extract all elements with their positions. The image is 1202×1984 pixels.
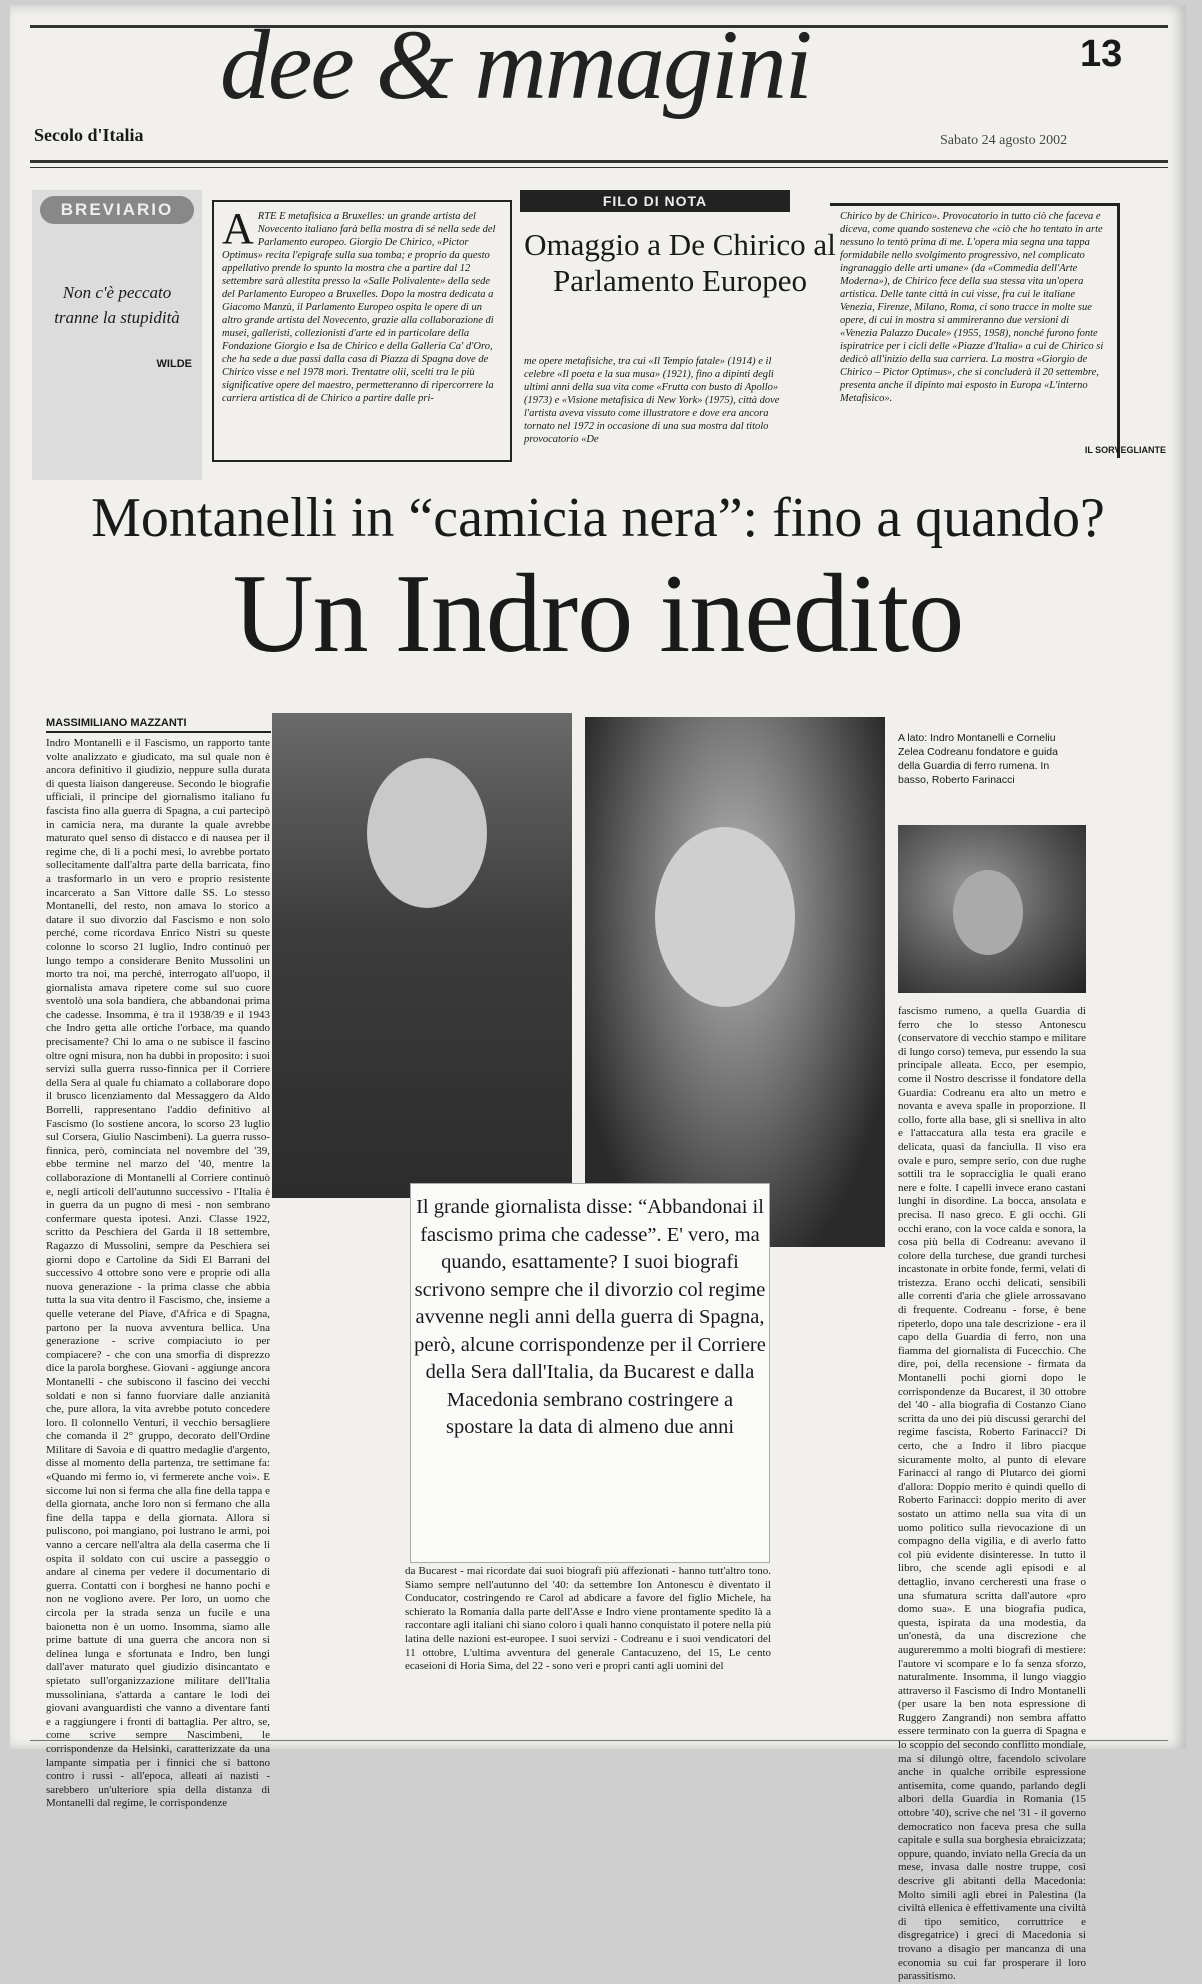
filo-di-nota-label: FILO DI NOTA	[520, 190, 790, 212]
breviario-quote: Non c'è peccato tranne la stupidità	[54, 283, 180, 327]
breviario-title: BREVIARIO	[40, 196, 194, 224]
filo-di-nota-col2: Chirico by de Chirico». Provocatorio in tutto ciò che faceva e diceva, come quando sosteneva che «ciò che ho tentato in arte nessuno lo tentò prima di me. L'opera mia segna una tappa formidabile nello svolgimento progressivo, nel complicato ingranaggio delle arti umane» (da «Commedia dell'Arte Moderna»), de Chirico fece della sua stessa vita un'opera artistica. Delle tante città in cui visse, fra cui le italiane Venezia, Firenze, Milano, Roma, ci sono tracce in molte sue opere, di cui in mostra si ammireranno due versioni di «Venezia Palazzo Ducale» (1955, 1958), nonché furono fonte ispiratrice per i cicli delle «Piazze d'Italia» a cui de Chirico si dedicò all'inizio della sua carriera. La mostra «Giorgio de Chirico – Pictor Optimus», che si concluderà il 20 settembre, presenta anche il dipinto mai esposto in Europa «L'interno Metafisico».	[830, 203, 1120, 458]
filo-di-nota-title: Omaggio a De Chirico al Parlamento Europeo	[524, 227, 836, 298]
pull-quote-text: Il grande giornalista disse: “Abbandonai il fascismo prima che cadesse”. E' vero, ma quando, esattamente? I suoi biografi scrivono sempre che il divorzio col regime avvenne negli anni della guerra di Spagna, però, alcune corrispondenze per il Corriere della Sera dall'Italia, da Bucarest e dalla Macedonia sembrano costringere a spostare la data di almeno due anni	[414, 1196, 766, 1438]
page-number: 13	[1080, 33, 1123, 75]
section-title: dee & mmagini	[220, 9, 811, 120]
masthead-rule-thin	[30, 167, 1168, 168]
photo-caption: A lato: Indro Montanelli e Corneliu Zelea Codreanu fondatore e guida della Guardia di ferro rumena. In basso, Roberto Farinacci	[898, 732, 1058, 786]
article-kicker: Montanelli in “camicia nera”: fino a quando?	[91, 487, 1105, 549]
article-headline: Un Indro inedito	[232, 552, 964, 676]
newspaper-page	[10, 5, 1186, 1983]
photo-face	[953, 870, 1023, 955]
art-news-text: RTE E metafisica a Bruxelles: un grande artista del Novecento italiano farà bella mostra di sé nella sede del Parlamento europeo. Giorgio De Chirico, «Pictor Optimus» recita l'epigrafe sulla sua tomba; e proprio da questo appellativo prende lo spunto la mostra che a partire dal 12 settembre sarà allestita presso la «Salle Polivalente» della sede del Parlamento Europeo a Bruxelles. Dopo la mostra dedicata a Giacomo Manzù, il Parlamento Europeo ospita le opere di un altro grande artista del Novecento, grazie alla collaborazione di musei, galleristi, collezionisti d'arte ed in particolare della Fondazione Giorgio e Isa de Chirico e della Galleria Ca' d'Oro, che ha sede a due passi dalla casa di Piazza di Spagna dove de Chirico visse e nel 1978 morì. Trentatre olii, scelti tra le più significative opere del maestro, permetteranno di ripercorrere la carriera artistica di de Chirico a partire dalle pri-	[222, 211, 496, 404]
bottom-rule	[30, 1740, 1168, 1741]
photo-codreanu	[585, 717, 885, 1247]
newspaper-name: Secolo d'Italia	[34, 125, 144, 145]
drop-cap: A	[222, 204, 254, 253]
article-byline: MASSIMILIANO MAZZANTI	[46, 717, 271, 733]
article-col-mid: da Bucarest - mai ricordate dai suoi biografi più affezionati - hanno tutt'altro tono. Siamo sempre nell'autunno del '40: da settembre Ion Antonescu è diventato il Conducator, costringendo re Carol ad abdicare a favore del figlio Michele, ha schierato la Romania dalla parte dell'Asse e Indro viene prontamente spedito là a raccontare agli italiani chi siano coloro i quali hanno conquistato il potere nella più latina delle nazioni est-europee. I suoi servizi - Codreanu e i suoi vendicatori del 11 ottobre, L'ultima avventura del generale Cantacuzeno, del 15, Le cento ecaseioni di Horia Sima, del 22 - sono veri e propri canti agli uomini del	[405, 1565, 771, 1673]
masthead-rule	[30, 160, 1168, 163]
photo-farinacci	[898, 825, 1086, 993]
article-col2: fascismo rumeno, a quella Guardia di ferro che lo stesso Antonescu (conservatore di vecchio stampo e militare di lungo corso) temeva, pur essendo la sua principale alleata. Ecco, per esempio, come il Nostro descrisse il fondatore della Guardia: Codreanu era alto un metro e novanta e aveva spalle in proporzione. Il collo, forte alla base, gli si snelliva in alto e l'attaccatura alla testa era gracile e delicata, quasi da fanciulla. Il viso era ovale e puro, sempre serio, con due rughe sottili tra le sopracciglia le quali erano nere e folte. I capelli invece erano castani lunghi in disordine. La bocca, ansolata e precisa. Il naso greco. E gli occhi. Gli occhi erano, con la voce calda e sonora, la cosa più bella di Codreanu: avevano il colore della turchese, due grandi turchesi incastonate in orbite fonde, fermi, velati di tristezza. Erano occhi delicati, sensibili alle correnti d'aria che gliele arrossavano di frequente. Codreanu - forse, è bene ripeterlo, dopo una tale descrizione - era il capo della Guardia di ferro, non una fiamma del giornalista di Fucecchio. Che dire, poi, della recensione - firmata da Montanelli pochi giorni dopo le corrispondenze da Bucarest, il 30 ottobre del '40 - alla biografia di Costanzo Ciano scritta da uno dei più discussi gerarchi del regime fascista, Roberto Farinacci? Di certo, che a Indro il libro piacque sicuramente molto, al punto di elevare Farinacci al rango di Plutarco dei giorni d'allora: Doppio merito è quindi quello di Roberto Farinacci: doppio merito di aver sostato un attimo nella sua vita di un uomo politico sulla rievocazione di un compagno della vigilia, e di averlo fatto col più evidente disinteresse. In tutto il libro, che scende agli episodi e al dettaglio, invano cercheresti una frase o una sfumatura scritta dall'autore «pro domo sua». E una biografia pudica, questa, ispirata da una modestia, da un'onestà, da una discrezione che augureremmo a molti biografi di mestiere: l'autore vi scompare e lo fa senza sforzo, naturalmente. Insomma, il lungo viaggio attraverso il Fascismo di Indro Montanelli (per usare la ben nota espressione di Ruggero Zangrandi) non sembra affatto essere terminato con la guerra di Spagna e lo scoppio del secondo conflitto mondiale, ma si dilungò oltre, facendolo scivolare anche in qualche orribile espressione antisemita, come quando, parlando degli albori della Guardia in Romania (15 ottobre '40), scrive che nel '31 - il governo democratico non faceva presa che sulla capitale e sulla sua borghesia ebraicizzata; oppure, quando, inviato nella Grecia da un mese, invasa dalle nostre truppe, così descrive gli abitanti della Macedonia: Molto simili agli ebrei in Palestina (la civiltà ellenica è effettivamente una civiltà di tipo semitico, corruttrice e disgregatrice) i greci di Macedonia si trovano a disagio per mancanza di una economia su cui far prosperare il loro parassitismo.	[898, 1005, 1086, 1983]
breviario-author: WILDE	[156, 358, 192, 370]
photo-montanelli	[272, 713, 572, 1198]
art-news-box	[212, 200, 512, 462]
photo-face	[367, 758, 487, 908]
filo-signature: IL SORVEGLIANTE	[1084, 445, 1166, 455]
pull-quote	[410, 1183, 770, 1563]
article-col1: Indro Montanelli e il Fascismo, un rapporto tante volte analizzato e giudicato, ma sul quale non è ancora definitivo il giudizio, neppure sulla durata di questa liaison dangereuse. Secondo le biografie ufficiali, il principe del giornalismo italiano fu fascista fino alla guerra di Spagna, a cui partecipò in camicia nera, ma durante la quale avrebbe maturato quel senso di distacco e di nausea per il regime che, di lì a pochi mesi, lo avrebbe portato sollecitamente dall'altra parte della barricata, fino a trasformarlo in un vero e proprio resistente incarcerato a San Vittore dalle SS. Lo stesso Montanelli, del resto, non amava lo storico a datare il suo divorzio dal Fascismo e non solo perché, come ricordava Enrico Nistri su queste colonne lo scorso 21 luglio, Indro continuò per lungo tempo a considerare Benito Mussolini un morto tra noi, ma perché, interrogato all'uopo, il giornalista amava ripetere come sul suo cuore sventolò una sola bandiera, che abbandonai prima che cadesse. Insomma, è tra il 1938/39 e il 1943 che Indro getta alle ortiche l'orbace, ma quando precisamente? Chi lo ama o ne subisce il fascino oltre ogni misura, non ha dubbi in proposito: i suoi servizi sulla guerra russo-finnica per il Corriere della Sera al quale fu chiamato a collaborare dopo il brusco licenziamento dal Messaggero da Aldo Borrelli, rappresentano l'addio definitivo al Fascismo (lo sostiene ancora, lo scorso 23 luglio sul Corsera, Giulio Nascimbeni). La guerra russo-finnica, però, cominciata nel novembre del '39, ebbe termine nel marzo del '40, mentre la collaborazione di Montanelli al Corriere continuò e, negli articoli dell'autunno successivo - l'Italia è in guerra da un pugno di mesi - non sembrano confermare questa ipotesi. Anzi. Classe 1922, scritto da Peschiera del Garda il 18 settembre, Ragazzo di Mussolini, sempre da Peschiera sei giorni dopo e Cartoline da Sidi El Barrani del successivo 4 ottobre sono vere e proprie odi alla nuova generazione - la prima classe che abbia tutta la sua vita dentro il Fascismo, che, insieme a quelle veterane del Piave, d'Africa e di Spagna, partono per la nuova avventura bellica. Una generazione - scrive compiaciuto io per compiacere? - che con una smorfia di disprezzo dice la parola borghese. Giovani - aggiunge ancora Montanelli - che subiscono il fascino dei vecchi soldati e non si fanno fuorviare dalle anzianità che, pure allora, la vita avrebbe potuto concedere loro. Il colonnello Venturi, il vecchio bersagliere che comanda il 2° gruppo, decorato dell'Ordine Militare di Savoia e di quattro medaglie d'argento, disse al momento della partenza, tre settimane fa: «Quando mi fermo io, vi fermerete anche voi». E siccome lui non si ferma che alla fine della tappa e della giornata, anche loro non si fermano che alla fine della tappa e della giornata. Allora si puliscono, poi mangiano, poi lustrano le armi, poi vanno a cercare nell'altra ala della caserma che li ospita il soldato con cui uscire a passeggio o andare al cinema per vedere il documentario di guerra. Contatti con i borghesi ne hanno pochi e non ne vogliono avere. Per loro, un uomo che circola per la strada senza un fucile e una baionetta non è un uomo. Insomma, siamo alle prime battute di una guerra che ancora non si delinea lunga e sfortunata e Indro, ben lungi dall'aver maturato quel giudizio disincantato e spietato sull'organizzazione militare dell'Italia mussoliniana, s'attarda a cantare le lodi dei giovani avanguardisti che vanno a diventare fanti e a raggiungere i fronti di battaglia. Per altro, se, come scrive sempre Nascimbeni, le corrispondenze da Helsinki, caratterizzate da una lampante simpatia per i finnici che si battono contro i russi - all'epoca, alleati ai nazisti - sarebbero un'ulteriore spia della distanza di Montanelli dal regime, le corrispondenze	[46, 737, 270, 1810]
filo-di-nota-col1: me opere metafisiche, tra cui «Il Tempio fatale» (1914) e il celebre «Il poeta e la sua musa» (1921), fino a dipinti degli ultimi anni della sua vita come «Frutta con busto di Apollo» (1973) e «Visione metafisica di New York» (1975), città dove l'artista aveva vissuto come illustratore e dove era ancora tornato nel 1972 in occasione di una sua mostra dal titolo provocatorio «De	[524, 356, 780, 445]
breviario-box	[32, 190, 202, 480]
photo-face	[655, 827, 795, 1007]
issue-date: Sabato 24 agosto 2002	[940, 133, 1068, 148]
